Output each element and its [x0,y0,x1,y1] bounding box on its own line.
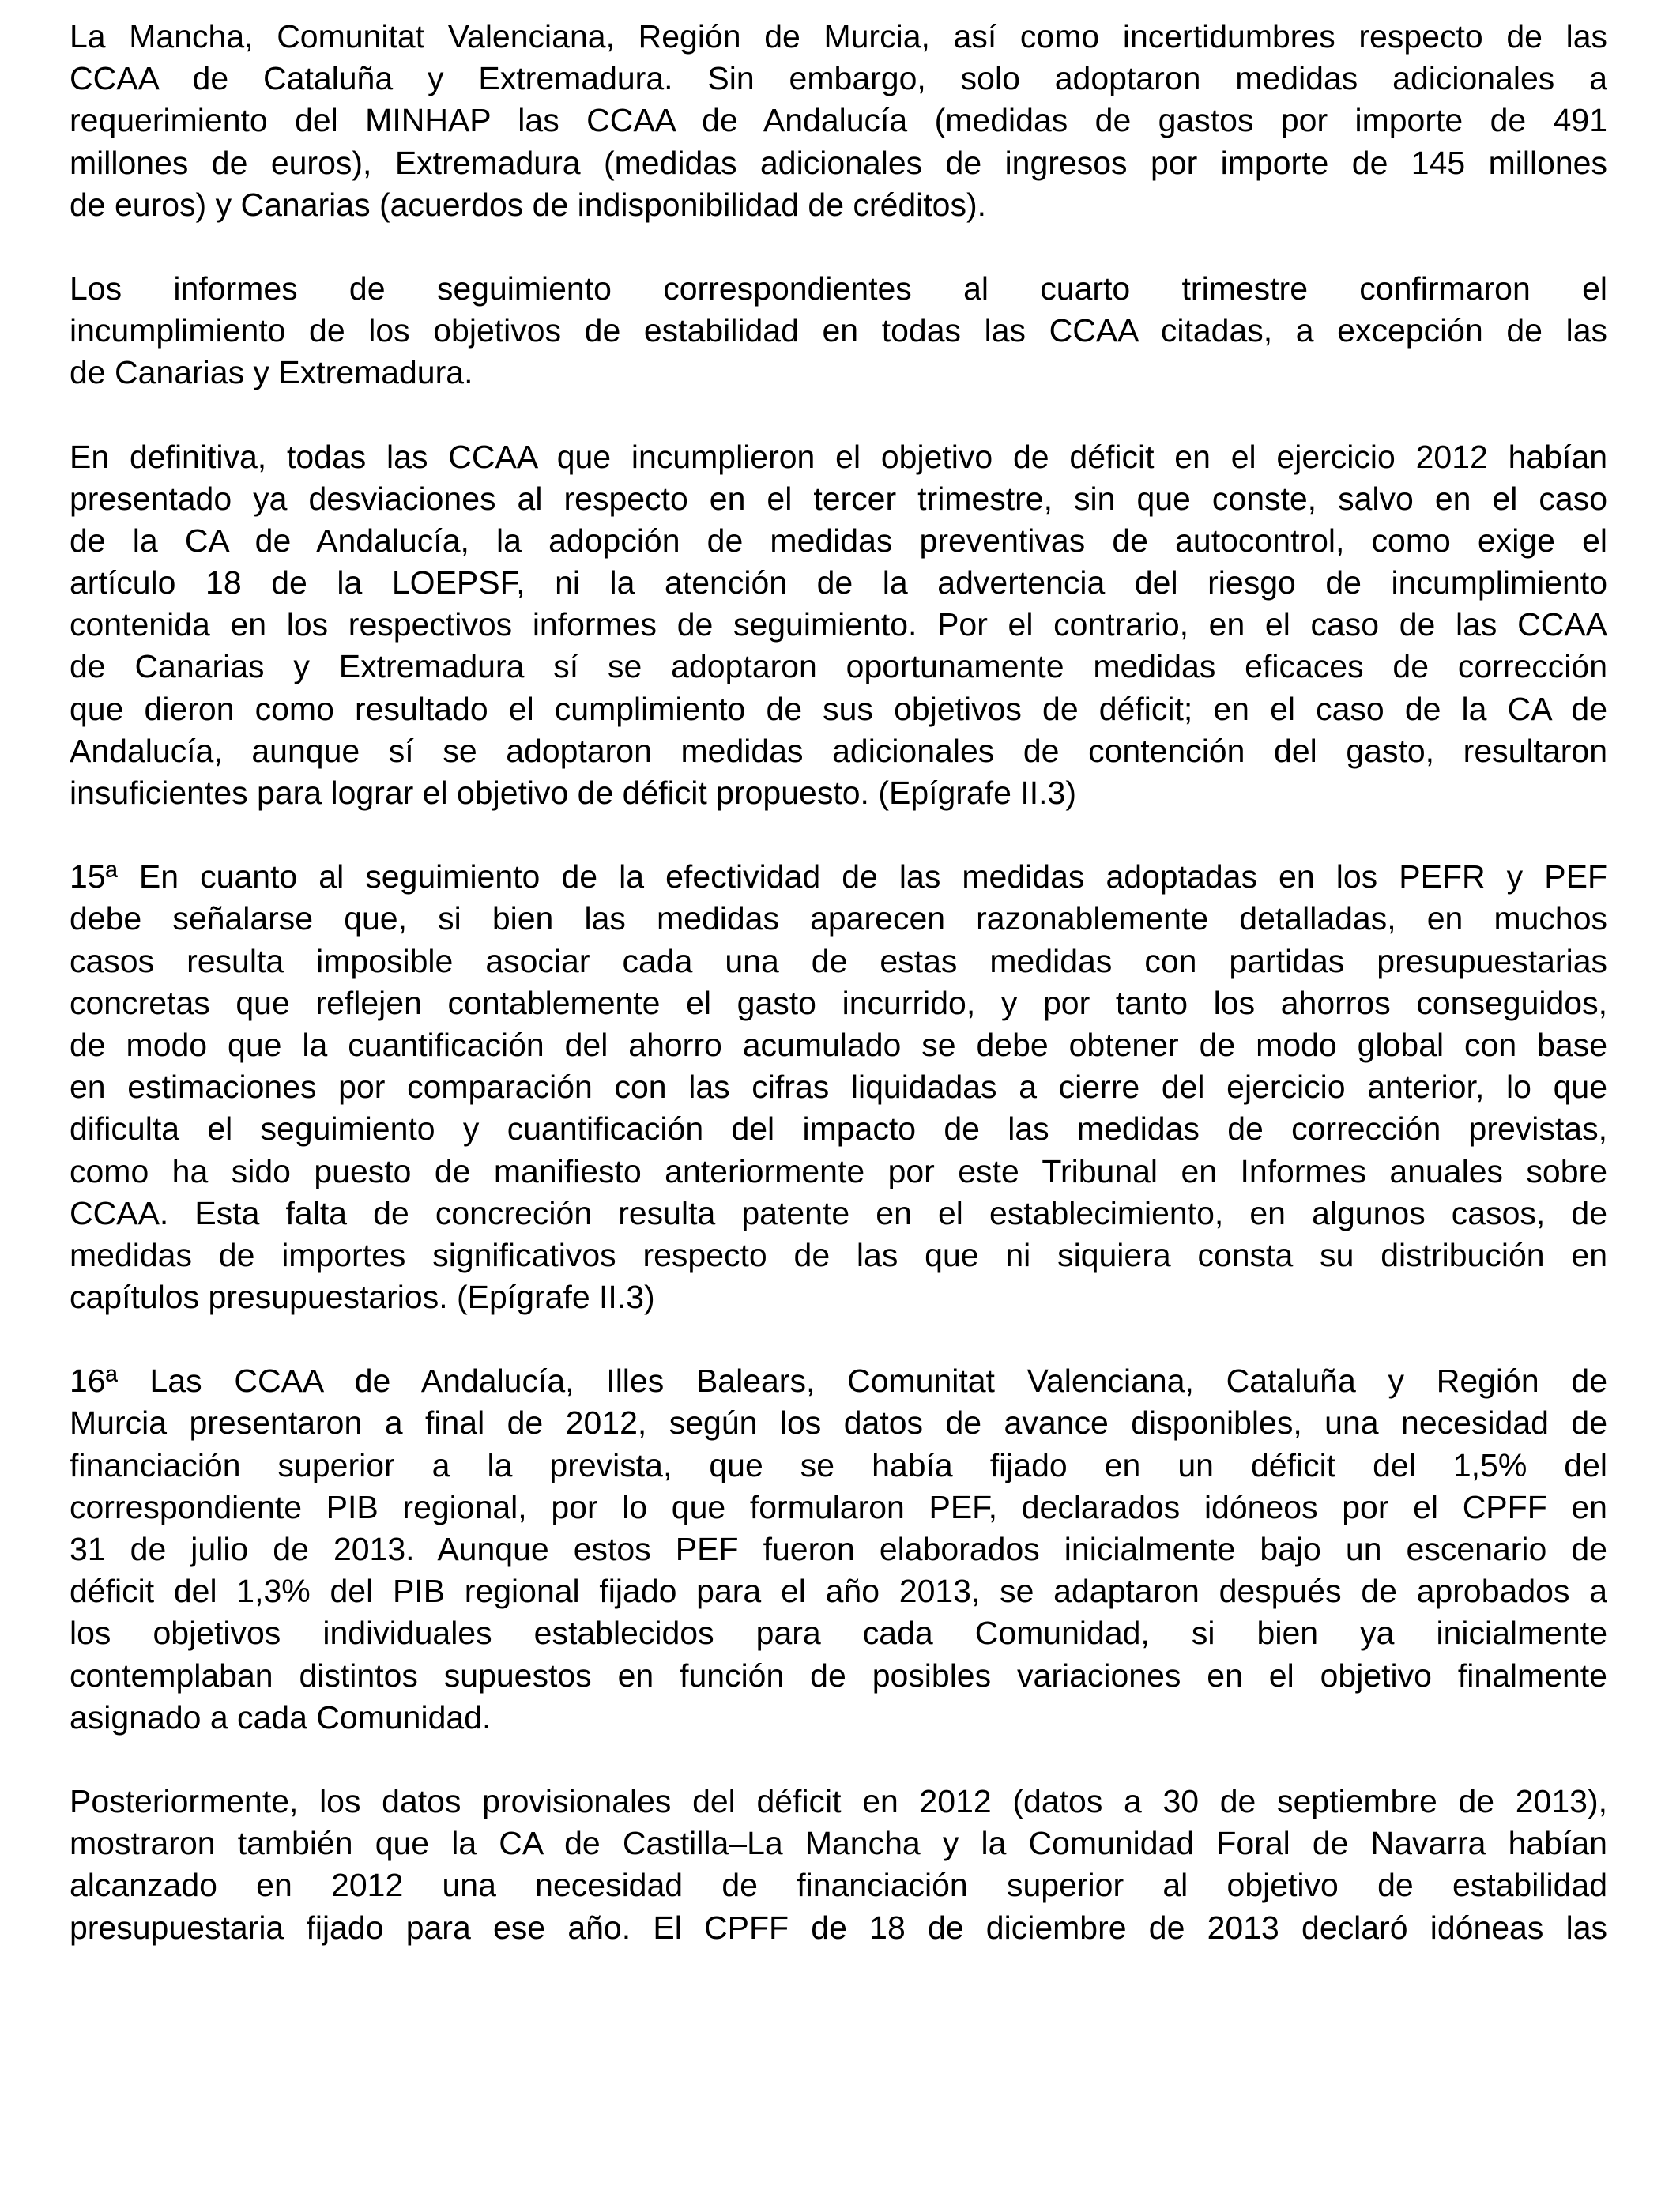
text-line: insuficientes para lograr el objetivo de déficit propuesto. (Epígrafe II.3) [70,775,1076,811]
text-line: concretas que reflejen contablemente el gasto incurrido, y por tanto los ahorros conseguidos, [70,984,1607,1021]
text-line: debe señalarse que, si bien las medidas aparecen razonablemente detalladas, en muchos [70,900,1607,937]
text-line: Andalucía, aunque sí se adoptaron medidas adicionales de contención del gasto, resultaron [70,732,1607,769]
body-paragraph [70,1360,1607,1739]
text-line: contemplaban distintos supuestos en función de posibles variaciones en el objetivo finalmente [70,1657,1607,1694]
text-line: asignado a cada Comunidad. [70,1698,492,1736]
text-line: incumplimiento de los objetivos de estabilidad en todas las CCAA citadas, a excepción de las [70,312,1607,349]
text-line: Posteriormente, los datos provisionales del déficit en 2012 (datos a 30 de septiembre de 2013), [70,1782,1607,1819]
text-line: de la CA de Andalucía, la adopción de medidas preventivas de autocontrol, como exige el [70,522,1607,559]
text-line: los objetivos individuales establecidos para cada Comunidad, si bien ya inicialmente [70,1615,1607,1652]
text-line: de modo que la cuantificación del ahorro acumulado se debe obtener de modo global con base [70,1026,1607,1063]
text-line: 15ª En cuanto al seguimiento de la efectividad de las medidas adoptadas en los PEFR y PEF [70,858,1607,895]
text-line: presentado ya desviaciones al respecto en el tercer trimestre, sin que conste, salvo en el caso [70,480,1607,517]
text-line: CCAA de Cataluña y Extremadura. Sin embargo, solo adoptaron medidas adicionales a [70,60,1607,97]
text-line: requerimiento del MINHAP las CCAA de Andalucía (medidas de gastos por importe de 491 [70,102,1607,139]
text-line: de euros) y Canarias (acuerdos de indisponibilidad de créditos). [70,186,987,223]
text-line: CCAA. Esta falta de concreción resulta patente en el establecimiento, en algunos casos, de [70,1194,1607,1231]
text-line: de Canarias y Extremadura. [70,354,473,391]
text-line: déficit del 1,3% del PIB regional fijado para el año 2013, se adaptaron después de aprobados a [70,1573,1607,1610]
body-paragraph [70,856,1607,1318]
text-line: correspondiente PIB regional, por lo que formularon PEF, declarados idóneos por el CPFF en [70,1488,1607,1525]
text-line: Los informes de seguimiento correspondientes al cuarto trimestre confirmaron el [70,270,1607,307]
text-line: 31 de julio de 2013. Aunque estos PEF fueron elaborados inicialmente bajo un escenario de [70,1531,1607,1567]
text-line: 16ª Las CCAA de Andalucía, Illes Balears, Comunitat Valenciana, Cataluña y Región de [70,1363,1607,1400]
text-line: de Canarias y Extremadura sí se adoptaron oportunamente medidas eficaces de corrección [70,648,1607,685]
text-line: En definitiva, todas las CCAA que incumplieron el objetivo de déficit en el ejercicio 2012 habían [70,438,1607,475]
text-line: medidas de importes significativos respecto de las que ni siquiera consta su distribución en [70,1236,1607,1273]
text-line: casos resulta imposible asociar cada una de estas medidas con partidas presupuestarias [70,942,1607,979]
body-paragraph [70,16,1607,226]
body-paragraph [70,268,1607,394]
text-line: como ha sido puesto de manifiesto anteriormente por este Tribunal en Informes anuales sobre [70,1152,1607,1189]
document-page [70,16,1607,1991]
text-line: Murcia presentaron a final de 2012, según los datos de avance disponibles, una necesidad de [70,1404,1607,1442]
text-line: contenida en los respectivos informes de seguimiento. Por el contrario, en el caso de las CCAA [70,606,1607,643]
text-line: La Mancha, Comunitat Valenciana, Región de Murcia, así como incertidumbres respecto de las [70,18,1607,55]
text-line: presupuestaria fijado para ese año. El CPFF de 18 de diciembre de 2013 declaró idóneas las [70,1909,1607,1946]
text-line: que dieron como resultado el cumplimiento de sus objetivos de déficit; en el caso de la CA de [70,690,1607,727]
text-line: mostraron también que la CA de Castilla–La Mancha y la Comunidad Foral de Navarra habían [70,1825,1607,1862]
text-line: artículo 18 de la LOEPSF, ni la atención de la advertencia del riesgo de incumplimiento [70,564,1607,601]
text-line: dificulta el seguimiento y cuantificación del impacto de las medidas de corrección previstas, [70,1110,1607,1148]
text-line: financiación superior a la prevista, que se había fijado en un déficit del 1,5% del [70,1446,1607,1483]
text-line: capítulos presupuestarios. (Epígrafe II.3) [70,1279,655,1316]
body-paragraph [70,436,1607,815]
text-line: alcanzado en 2012 una necesidad de financiación superior al objetivo de estabilidad [70,1867,1607,1904]
text-line: millones de euros), Extremadura (medidas adicionales de ingresos por importe de 145 millones [70,144,1607,181]
body-paragraph [70,1781,1607,1949]
text-line: en estimaciones por comparación con las cifras liquidadas a cierre del ejercicio anterior, lo que [70,1069,1607,1106]
